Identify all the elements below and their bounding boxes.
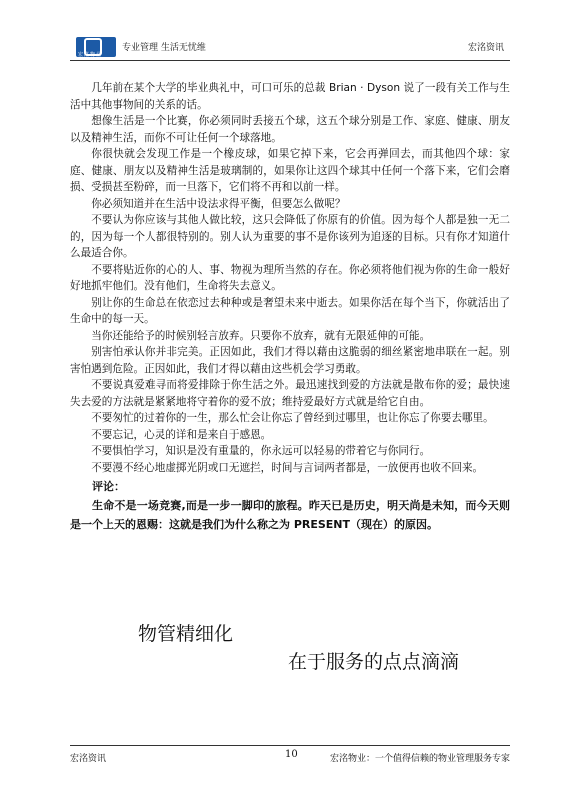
company-logo (76, 37, 116, 57)
paragraph: 想像生活是一个比赛，你必须同时丢接五个球，这五个球分别是工作、家庭、健康、朋友以及精神生活，而你不可让任何一个球落地。 (70, 115, 510, 144)
paragraph: 别害怕承认你并非完美。正因如此，我们才得以藉由这脆弱的细丝紧密地串联在一起。别害怕遇到危险。正因如此，我们才得以藉由这些机会学习勇敢。 (70, 346, 510, 375)
paragraph: 几年前在某个大学的毕业典礼中，可口可乐的总裁 Brian · Dyson 说了一段有关工作与生活中其他事物间的关系的话。 (70, 82, 510, 111)
review-text: 生命不是一场竞赛,而是一步一脚印的旅程。昨天已是历史，明天尚是未知，而今天则是一个上天的恩赐：这就是我们为什么称之为 PRESENT（现在）的原因。 (70, 499, 510, 531)
page-footer (70, 745, 510, 766)
logo-text: 宏洺物业 (78, 52, 103, 58)
paragraph: 别让你的生命总在依恋过去种种或是奢望未来中逝去。如果你活在每个当下，你就活出了生命中的每一天。 (70, 296, 510, 325)
paragraph: 不要忘记，心灵的详和是来自于感恩。 (91, 428, 272, 441)
paragraph: 不要将贴近你的心的人、事、物视为理所当然的存在。你必须将他们视为你的生命一般好好地抓牢他们。没有他们，生命将失去意义。 (70, 263, 510, 292)
paragraph: 不要认为你应该与其他人做比较，这只会降低了你原有的价值。因为每个人都是独一无二的，因为每一个人都很特别的。别人认为重要的事不是你该列为追逐的目标。只有你才知道什么最适合你。 (70, 214, 510, 259)
paragraph: 你必须知道并在生活中设法求得平衡，但要怎么做呢？ (91, 197, 346, 210)
header-slogan: 专业管理 生活无忧维 (122, 43, 206, 53)
page-number: 10 (285, 749, 298, 760)
paragraph: 不要漫不经心地虚掷光阴或口无遮拦，时间与言词两者都是，一放便再也收不回来。 (91, 461, 484, 474)
paragraph: 你很快就会发现工作是一个橡皮球，如果它掉下来，它会再弹回去，而其他四个球：家庭、健康、朋友以及精神生活是玻璃制的，如果你让这四个球其中任何一个落下来，它们会磨损、受损甚至粉碎，而一旦落下，它们将不再和以前一样。 (70, 148, 510, 193)
heading-line-1: 物管精细化 (138, 623, 234, 645)
paragraph: 不要匆忙的过着你的一生，那么忙会让你忘了曾经到过哪里，也让你忘了你要去哪里。 (91, 412, 494, 424)
footer-left: 宏洺资讯 (70, 754, 107, 764)
review-section (70, 478, 510, 534)
heading-line-2: 在于服务的点点滴滴 (288, 651, 460, 673)
paragraph: 不要说真爱难寻而将爱排除于你生活之外。最迅速找到爱的方法就是散布你的爱；最快速失去爱的方法就是紧紧地将守着你的爱不放；维持爱最好方式就是给它自由。 (70, 379, 510, 408)
header-company: 宏洺资讯 (467, 43, 504, 53)
article-body (70, 80, 510, 534)
paragraph: 不要惧怕学习，知识是没有重量的，你永远可以轻易的带着它与你同行。 (91, 445, 431, 457)
review-label: 评论： (92, 480, 125, 493)
page-header (70, 34, 510, 61)
paragraph: 当你还能给予的时候别轻言放弃。只要你不放弃，就有无限延伸的可能。 (91, 329, 431, 342)
footer-right: 宏洺物业：一个值得信赖的物业管理服务专家 (329, 754, 510, 764)
